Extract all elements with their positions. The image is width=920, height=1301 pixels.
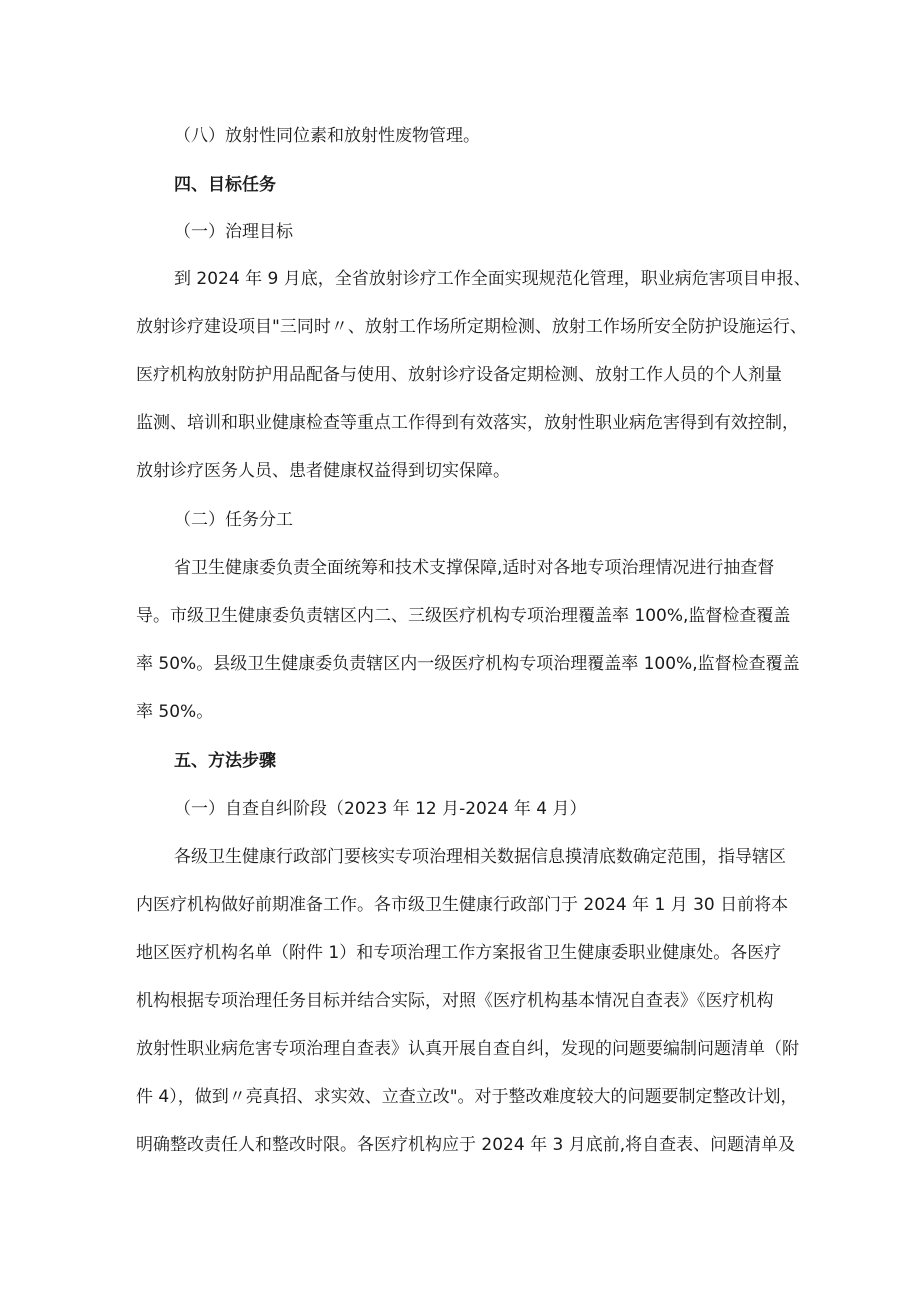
paragraph-line: 内医疗机构做好前期准备工作。各市级卫生健康行政部门于 2024 年 1 月 30 日前将本	[136, 895, 789, 915]
paragraph-line: 率 50%。县级卫生健康委负责辖区内一级医疗机构专项治理覆盖率 100%,监督检查覆盖	[136, 654, 800, 674]
subsection-heading-4-1: （一）治理目标	[174, 222, 293, 242]
paragraph-line: 各级卫生健康行政部门要核实专项治理相关数据信息摸清底数确定范围，指导辖区	[174, 847, 786, 867]
paragraph-line: 件 4），做到〃亮真招、求实效、立查立改"。对于整改难度较大的问题要制定整改计划，	[136, 1087, 798, 1107]
paragraph-line: 率 50%。	[136, 702, 214, 722]
paragraph-line: 放射性职业病危害专项治理自查表》认真开展自查自纠，发现的问题要编制问题清单（附	[136, 1039, 799, 1059]
paragraph-line: 到 2024 年 9 月底，全省放射诊疗工作全面实现规范化管理，职业病危害项目申报、	[174, 269, 811, 289]
paragraph-line: 地区医疗机构名单（附件 1）和专项治理工作方案报省卫生健康委职业健康处。各医疗	[136, 943, 782, 963]
subsection-heading-5-1: （一）自查自纠阶段（2023 年 12 月-2024 年 4 月）	[174, 799, 587, 819]
section-heading-5: 五、方法步骤	[174, 751, 276, 771]
paragraph-line: 放射诊疗医务人员、患者健康权益得到切实保障。	[136, 461, 510, 481]
section-heading-4: 四、目标任务	[174, 175, 276, 195]
paragraph-line: 导。市级卫生健康委负责辖区内二、三级医疗机构专项治理覆盖率 100%,监督检查覆盖	[136, 606, 791, 626]
paragraph-line: 监测、培训和职业健康检查等重点工作得到有效落实，放射性职业病危害得到有效控制，	[136, 413, 799, 433]
paragraph-line: 放射诊疗建设项目"三同时〃、放射工作场所定期检测、放射工作场所安全防护设施运行、	[136, 317, 807, 337]
paragraph-line: 明确整改责任人和整改时限。各医疗机构应于 2024 年 3 月底前,将自查表、问题清单及	[136, 1135, 796, 1155]
paragraph-line: 省卫生健康委负责全面统筹和技术支撑保障,适时对各地专项治理情况进行抽查督	[174, 558, 775, 578]
list-item-eight: （八）放射性同位素和放射性废物管理。	[174, 126, 480, 146]
paragraph-line: 机构根据专项治理任务目标并结合实际，对照《医疗机构基本情况自查表》《医疗机构	[136, 991, 774, 1011]
paragraph-line: 医疗机构放射防护用品配备与使用、放射诊疗设备定期检测、放射工作人员的个人剂量	[136, 365, 782, 385]
subsection-heading-4-2: （二）任务分工	[174, 510, 293, 530]
